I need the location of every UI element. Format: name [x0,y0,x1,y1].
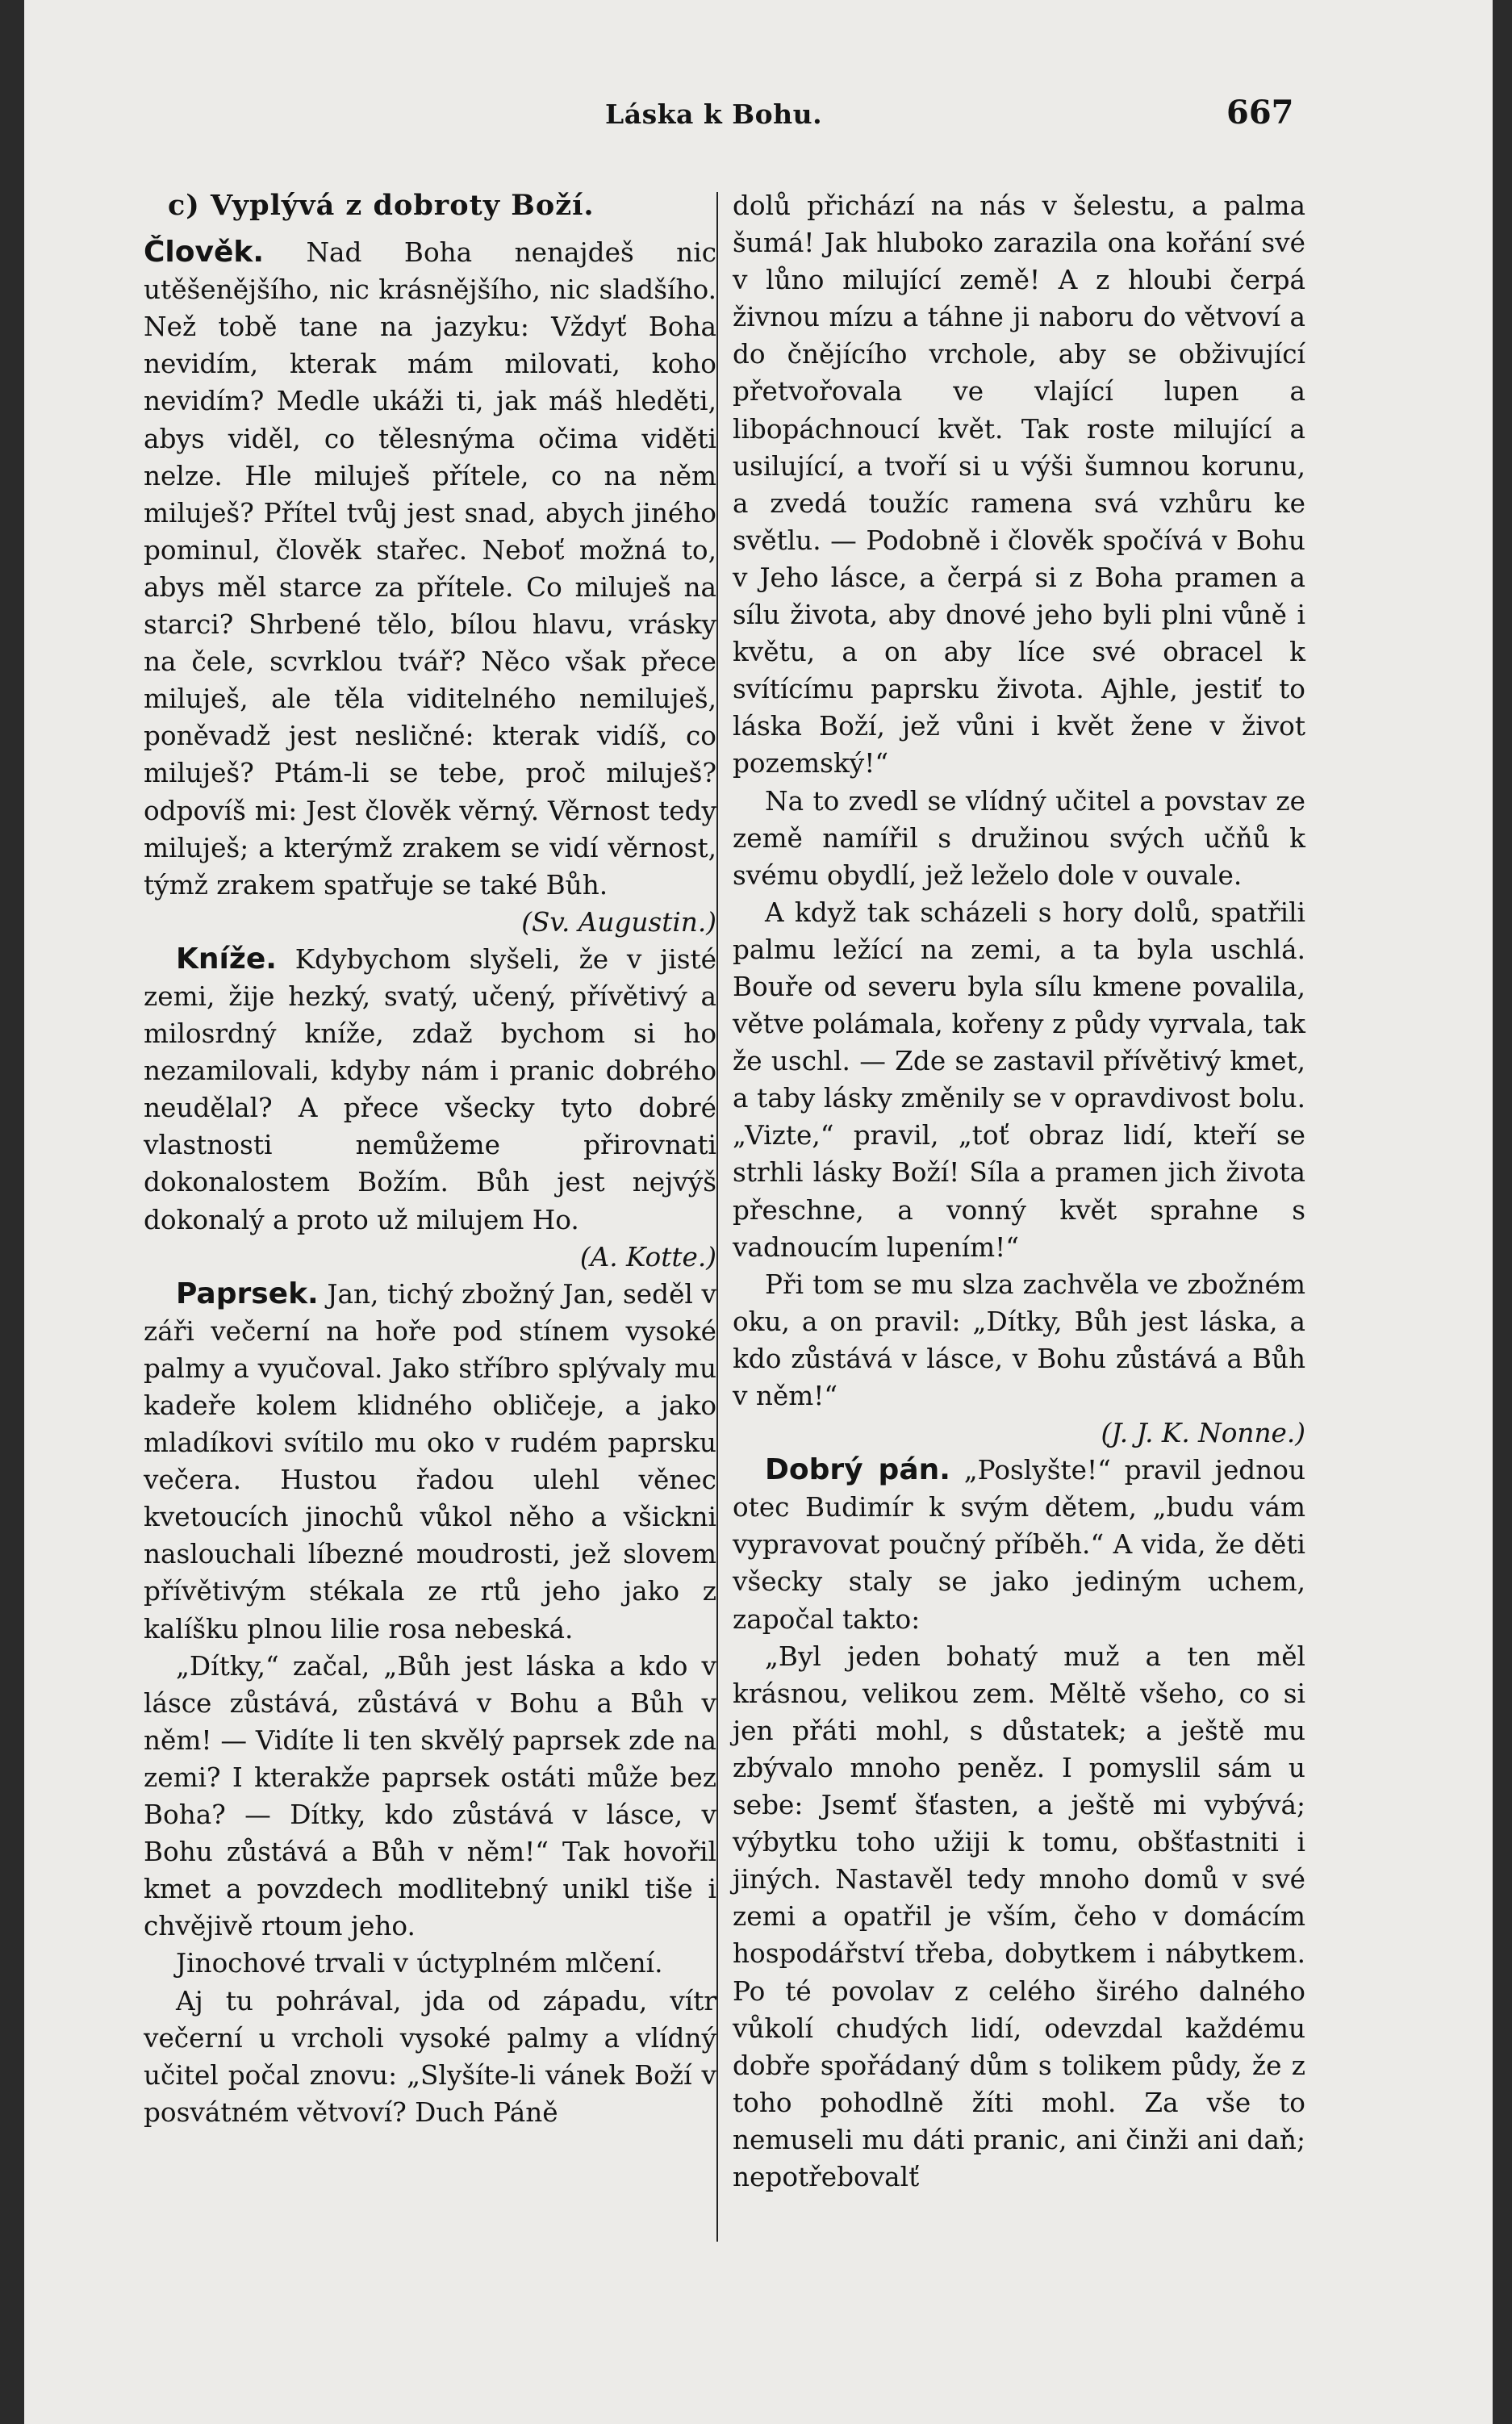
paragraph: „Byl jeden bohatý muž a ten měl krásnou, velikou zem. Měltě všeho, co si jen přáti mohl, s důstatek; a ještě mu zbývalo mnoho peněz. I pomyslil sám u sebe: Jsemť šťasten, a ještě mi vybývá; výbytku toho užiji k tomu, obšťastniti i jiných. Nastavěl tedy mnoho domů v své zemi a opatřil je vším, čeho v domácím hospodářství třeba, dobytkem i nábytkem. Po té povolav z celého širého dalného vůkolí chudých lidí, odevzdal každému dobře spořádaný dům s tolikem půdy, že z toho pohodlně žíti mohl. Za vše to nemuseli mu dáti pranic, ani činži ani daň; nepotřebovalť [733,1640,1305,2192]
citation-nonne: (J. J. K. Nonne.) [1101,1418,1305,1449]
paragraph: „Dítky,“ začal, „Bůh jest láska a kdo v lásce zůstává, zůstává v Bohu a Bůh v něm! — Vidíte li ten skvělý paprsek zde na zemi? I kterakže paprsek ostáti může bez Boha? — Dítky, kdo zůstává v lásce, v Bohu zůstává a Bůh v něm!“ Tak hovořil kmet a povzdech modlitebný unikl tiše i chvějivě rtoum jeho. [144,1650,716,1942]
paragraph-text: Kdybychom slyšeli, že v jisté zemi, žije hezký, svatý, učený, přívětivý a milosrdný kníže, zdaž bychom si ho nezamilovali, kdyby nám i pranic dobrého neudělal? A přece všecky tyto dobré vlastnosti nemůžeme přirovnati dokonalostem Božím. Bůh jest nejvýš dokonalý a proto už milujem Ho. [144,943,716,1235]
left-column [144,187,716,2131]
running-title: Láska k Bohu. [605,98,823,130]
book-page [24,0,1493,2424]
paragraph-clovek [144,234,716,904]
paragraph-text: „Poslyšte!“ pravil jednou otec Budimír k svým dětem, „budu vám vypravovat poučný příběh.“ A vida, že děti všecky staly se jako jediným uchem, započal takto: [733,1455,1305,1635]
paragraph: A když tak scházeli s hory dolů, spatřili palmu ležící na zemi, a ta byla uschlá. Bouře od severu byla sílu kmene povalila, větve polámala, kořeny z půdy vyrvala, tak že uschl. — Zde se zastavil přívětivý kmet, a taby lásky změnily se v opravdivost bolu. „Vizte,“ pravil, „toť obraz lidí, kteří se strhli lásky Boží! Síla a pramen jich života přeschne, a vonný květ sprahne s vadnoucím lupením!“ [733,896,1305,1263]
section-subheading: c) Vyplývá z dobroty Boží. [168,189,595,222]
paragraph: Na to zvedl se vlídný učitel a povstav ze země namířil s družinou svých učňů k svému obydlí, jež leželo dole v ouvale. [733,785,1305,891]
keyword-clovek: Člověk. [144,236,264,270]
paragraph-paprsek [144,1276,716,1648]
citation-augustin: (Sv. Augustin.) [521,906,716,938]
paragraph: dolů přichází na nás v šelestu, a palma šumá! Jak hluboko zarazila ona kořání své v lůno milující země! A z hloubi čerpá živnou mízu a táhne ji naboru do větvoví a do čnějícího vrchole, aby se obživující přetvořovala ve vlající lupen a libopáchnoucí květ. Tak roste milující a usilující, a tvoří si u výši šumnou korunu, a zvedá toužíc ramena svá vzhůru ke světlu. — Podobně i člověk spočívá v Bohu v Jeho lásce, a čerpá si z Boha pramen a sílu života, aby dnové jeho byli plni vůně i květu, a on aby líce své obracel k svítícímu paprsku života. Ajhle, jestiť to láska Boží, jež vůni i květ žene v život pozemský!“ [733,190,1305,779]
paragraph-text: Nad Boha nenajdeš nic utěšenějšího, nic krásnějšího, nic sladšího. Než tobě tane na jazyku: Vždyť Boha nevidím, kterak mám milovati, koho nevidím? Medle ukáži ti, jak máš hleděti, abys viděl, co tělesnýma očima viděti nelze. Hle miluješ přítele, co na něm miluješ? Přítel tvůj jest snad, abych jiného pominul, člověk stařec. Neboť možná to, abys měl starce za přítele. Co miluješ na starci? Shrbené tělo, bílou hlavu, vrásky na čele, scvrklou tvář? Něco však přece miluješ, ale těla viditelného nemiluješ, poněvadž jest nesličné: kterak vidíš, co miluješ? Ptám-li se tebe, proč miluješ? odpovíš mi: Jest člověk věrný. Věrnost tedy miluješ; a kterýmž zrakem se vidí věrnost, týmž zrakem spatřuje se také Bůh. [144,237,716,901]
keyword-paprsek: Paprsek. [176,1277,319,1310]
page-number: 667 [1226,94,1294,132]
paragraph-knize [144,941,716,1239]
paragraph: Při tom se mu slza zachvěla ve zbožném oku, a on pravil: „Dítky, Bůh jest láska, a kdo zůstává v lásce, v Bohu zůstává a Bůh v něm!“ [733,1268,1305,1411]
column-divider [716,192,718,2242]
paragraph: Aj tu pohrával, jda od západu, vítr večerní u vrcholi vysoké palmy a vlídný učitel počal znovu: „Slyšíte-li vánek Boží v posvátném větvoví? Duch Páně [144,1985,716,2128]
paragraph-dobry-pan [733,1452,1305,1637]
paragraph-text: Jan, tichý zbožný Jan, seděl v záři večerní na hoře pod stínem vysoké palmy a vyučoval. Jako stříbro splývaly mu kadeře kolem klidného obličeje, a jako mladíkovi svítilo mu oko v rudém paprsku večera. Hustou řadou ulehl věnec kvetoucích jinochů vůkol něho a všickni naslouchali líbezné moudrosti, jež slovem přívětivým stékala ze rtů jeho jako z kalíšku plnou lilie rosa nebeská. [144,1278,716,1645]
paragraph: Jinochové trvali v úctyplném mlčení. [176,1948,663,1979]
keyword-knize: Kníže. [176,942,277,976]
right-column [733,187,1305,2196]
citation-kotte: (A. Kotte.) [579,1241,716,1273]
page-header [24,90,1493,139]
keyword-dobry-pan: Dobrý pán. [765,1453,950,1487]
